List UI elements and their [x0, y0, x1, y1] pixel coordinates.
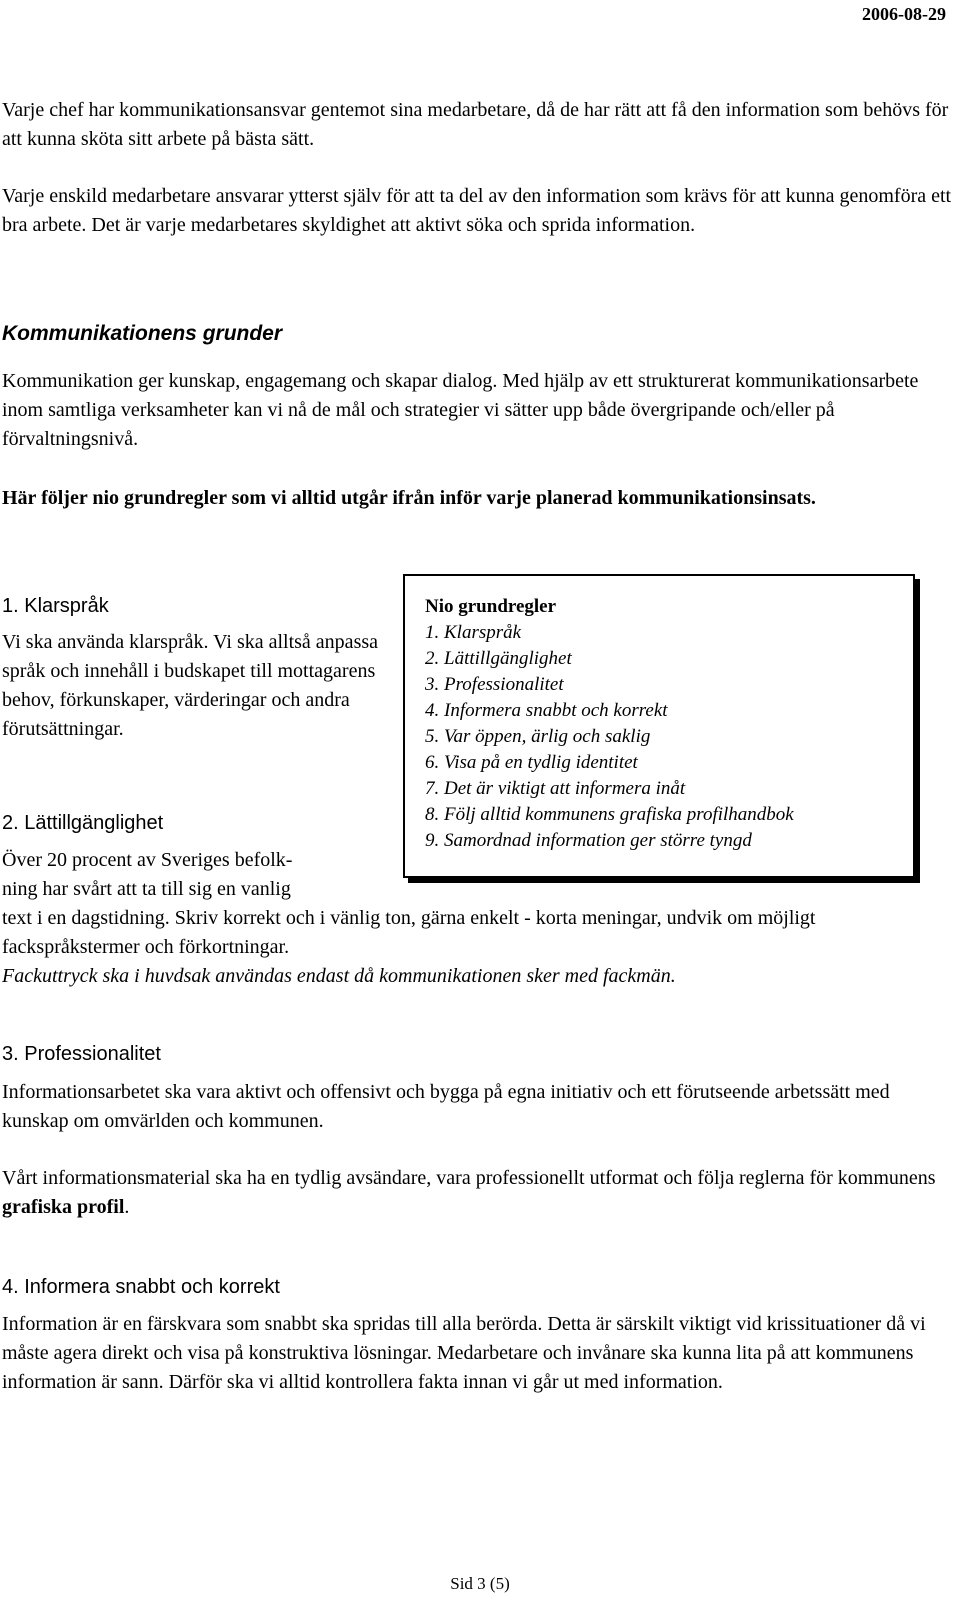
- section-heading-informera: 4. Informera snabbt och korrekt: [2, 1276, 280, 1298]
- lattillganglighet-italic-note: Fackuttryck ska i huvdsak användas endast då kommunikationen sker med fackmän.: [2, 965, 676, 987]
- professionalitet-text: Vårt informationsmaterial ska ha en tydlig avsändare, vara professionellt utformat och följa reglerna för kommunens: [2, 1167, 936, 1189]
- intro-paragraph-2: Varje enskild medarbetare ansvarar ytterst själv för att ta del av den information som krävs för att kunna genomföra ett bra arbete. Det är varje medarbetares skyldighet att aktivt söka och sprida information.: [2, 185, 952, 236]
- rule-item: 8. Följ alltid kommunens grafiska profilhandbok: [425, 804, 794, 825]
- rule-item: 7. Det är viktigt att informera inåt: [425, 778, 686, 799]
- rule-item: 3. Professionalitet: [425, 674, 564, 695]
- intro-paragraph-1: Varje chef har kommunikationsansvar gentemot sina medarbetare, då de har rätt att få den information som behövs för att kunna sköta sitt arbete på bästa sätt.: [2, 99, 949, 150]
- rule-item: 4. Informera snabbt och korrekt: [425, 700, 668, 721]
- page-number: Sid 3 (5): [450, 1574, 510, 1593]
- informera-body: Information är en färskvara som snabbt ska spridas till alla berörda. Detta är särskilt viktigt vid krissituationer då vi måste agera direkt och visa på konstruktiva lösningar. Medarbetare och invånare ska kunna lita på att kommunens information är sann. Därför ska vi alltid kontrollera fakta innan vi går ut med information.: [2, 1313, 926, 1393]
- klarsprak-body: Vi ska använda klarspråk. Vi ska alltså anpassa språk och innehåll i budskapet till mottagarens behov, förkunskaper, värderingar och andra förutsättningar.: [2, 631, 379, 740]
- section-heading-lattillganglighet: 2. Lättillgänglighet: [2, 812, 164, 834]
- rules-box-title: Nio grundregler: [425, 596, 557, 617]
- professionalitet-paragraph-2: [2, 1164, 952, 1222]
- document-date: 2006-08-29: [862, 4, 946, 24]
- lattillganglighet-line-1: Över 20 procent av Sveriges befolk-: [2, 849, 293, 871]
- professionalitet-paragraph-1: Informationsarbetet ska vara aktivt och offensivt och bygga på egna initiativ och ett förutseende arbetssätt med kunskap om omvärlden och kommunen.: [2, 1081, 890, 1132]
- grunder-body: Kommunikation ger kunskap, engagemang och skapar dialog. Med hjälp av ett strukturerat kommunikationsarbete inom samtliga verksamheter kan vi nå de mål och strategier vi sätter upp både övergripande och/eller på förvaltningsnivå.: [2, 370, 919, 450]
- rule-item: 5. Var öppen, ärlig och saklig: [425, 726, 651, 747]
- rule-item: 6. Visa på en tydlig identitet: [425, 752, 638, 773]
- grunder-bold-intro: Här följer nio grundregler som vi alltid utgår ifrån inför varje planerad kommunikationsinsats.: [2, 487, 816, 509]
- rule-item: 1. Klarspråk: [425, 622, 522, 643]
- rule-item: 9. Samordnad information ger större tyngd: [425, 830, 752, 851]
- rules-box: [403, 574, 915, 878]
- section-heading-grunder: Kommunikationens grunder: [2, 322, 283, 345]
- section-heading-professionalitet: 3. Professionalitet: [2, 1043, 161, 1065]
- grafiska-profil-emphasis: grafiska profil: [2, 1196, 125, 1218]
- rules-list: [425, 620, 913, 854]
- lattillganglighet-line-2: ning har svårt att ta till sig en vanlig: [2, 878, 291, 900]
- professionalitet-period: .: [124, 1196, 130, 1218]
- rule-item: 2. Lättillgänglighet: [425, 648, 572, 669]
- section-heading-klarsprak: 1. Klarspråk: [2, 595, 109, 617]
- lattillganglighet-body: text i en dagstidning. Skriv korrekt och i vänlig ton, gärna enkelt - korta meningar, undvik om möjligt fackspråkstermer och förkortningar.: [2, 907, 816, 958]
